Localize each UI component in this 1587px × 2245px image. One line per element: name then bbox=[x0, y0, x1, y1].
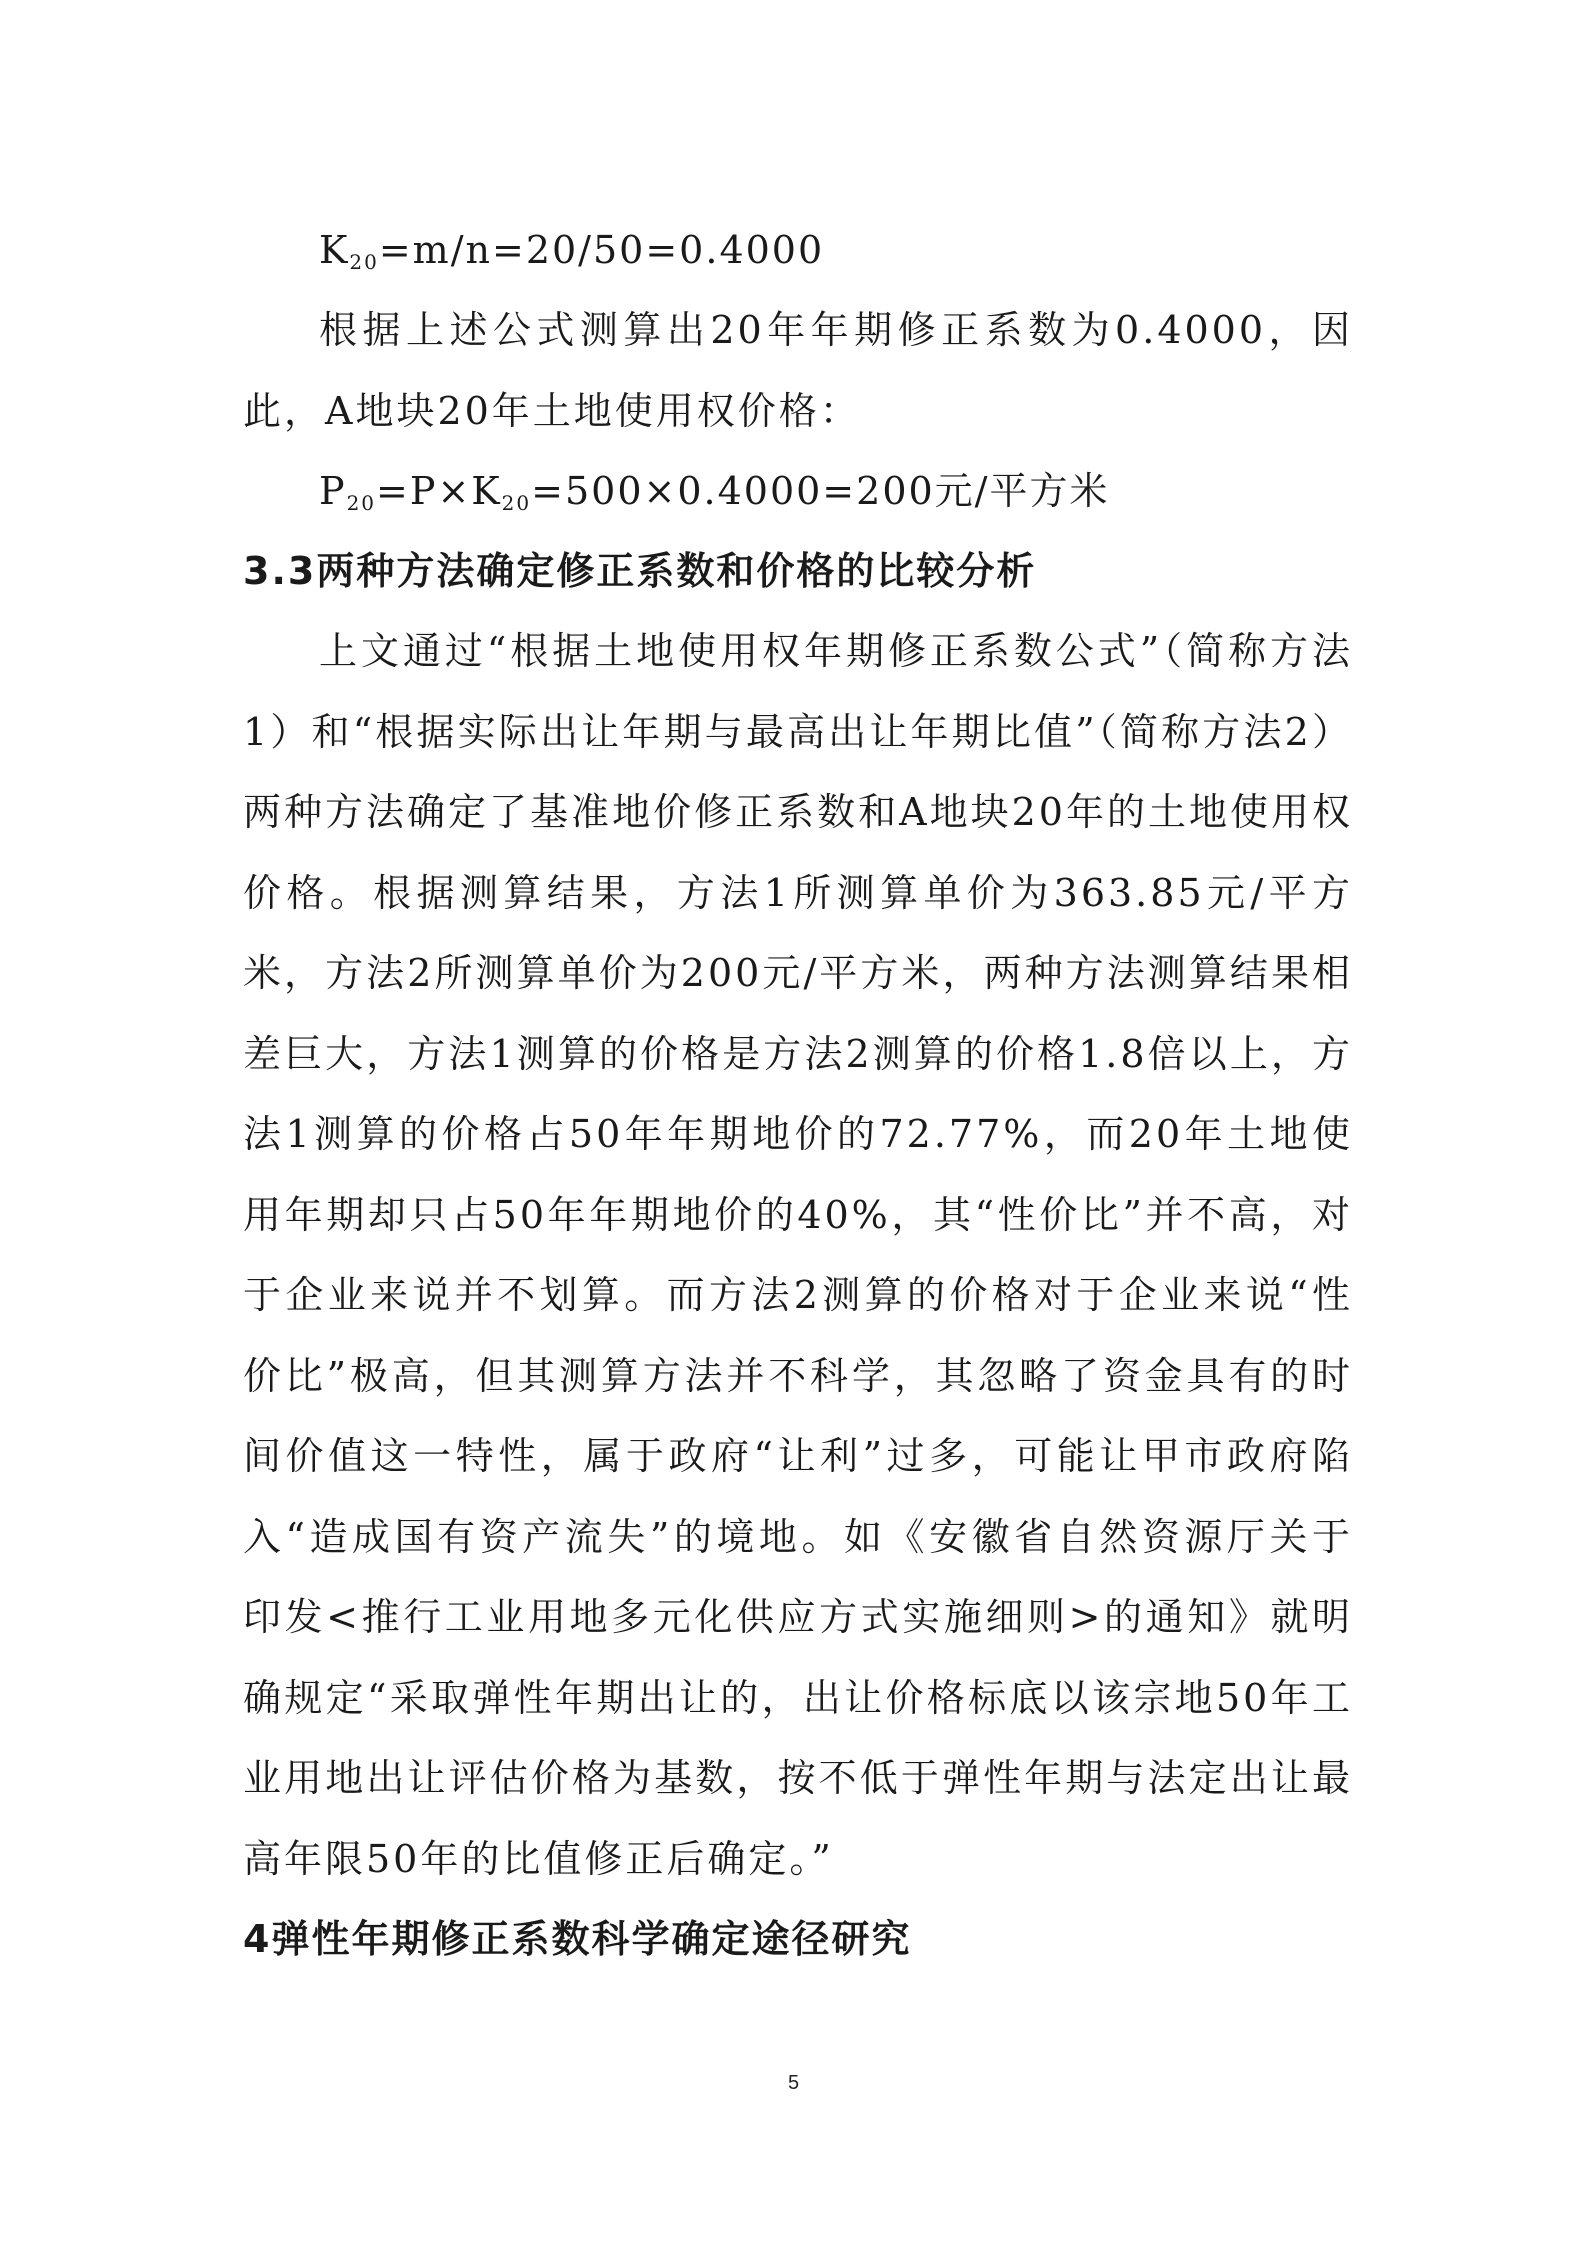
formula-k20-expression: =m/n=20/50=0.4000 bbox=[378, 228, 825, 272]
section-heading-3-3: 3.3两种方法确定修正系数和价格的比较分析 bbox=[243, 549, 1037, 593]
formula-p20 bbox=[243, 451, 1353, 531]
section-heading-4: 4弹性年期修正系数科学确定途径研究 bbox=[243, 1917, 912, 1961]
formula-p20-symbol: P bbox=[319, 469, 347, 513]
formula-p20-middle: =P×K bbox=[376, 469, 502, 513]
document-body bbox=[243, 210, 1353, 1979]
formula-p20-subscript-2: 20 bbox=[501, 491, 532, 515]
paragraph-result-coefficient: 根据上述公式测算出20年年期修正系数为0.4000，因此，A地块20年土地使用权价格： bbox=[243, 308, 1353, 433]
paragraph-comparison-analysis: 上文通过“根据土地使用权年期修正系数公式”（简称方法1）和“根据实际出让年期与最高出让年期比值”（简称方法2）两种方法确定了基准地价修正系数和A地块20年的土地使用权价格。根据测算结果，方法1所测算单价为363.85元/平方米，方法2所测算单价为200元/平方米，两种方法测算结果相差巨大，方法1测算的价格是方法2测算的价格1.8倍以上，方法1测算的价格占50年年期地价的72.77%，而20年土地使用年期却只占50年年期地价的40%，其“性价比”并不高，对于企业来说并不划算。而方法2测算的价格对于企业来说“性价比”极高，但其测算方法并不科学，其忽略了资金具有的时间价值这一特性，属于政府“让利”过多，可能让甲市政府陷入“造成国有资产流失”的境地。如《安徽省自然资源厅关于印发<推行工业用地多元化供应方式实施细则>的通知》就明确规定“采取弹性年期出让的，出让价格标底以该宗地50年工业用地出让评估价格为基数，按不低于弹性年期与法定出让最高年限50年的比值修正后确定。” bbox=[243, 629, 1353, 1881]
formula-k20-symbol: K bbox=[319, 228, 350, 272]
page-number: 5 bbox=[787, 2072, 800, 2094]
formula-k20 bbox=[243, 210, 1353, 290]
formula-p20-expression: =500×0.4000=200元/平方米 bbox=[531, 469, 1110, 513]
formula-p20-subscript: 20 bbox=[346, 491, 377, 515]
formula-k20-subscript: 20 bbox=[349, 250, 379, 274]
